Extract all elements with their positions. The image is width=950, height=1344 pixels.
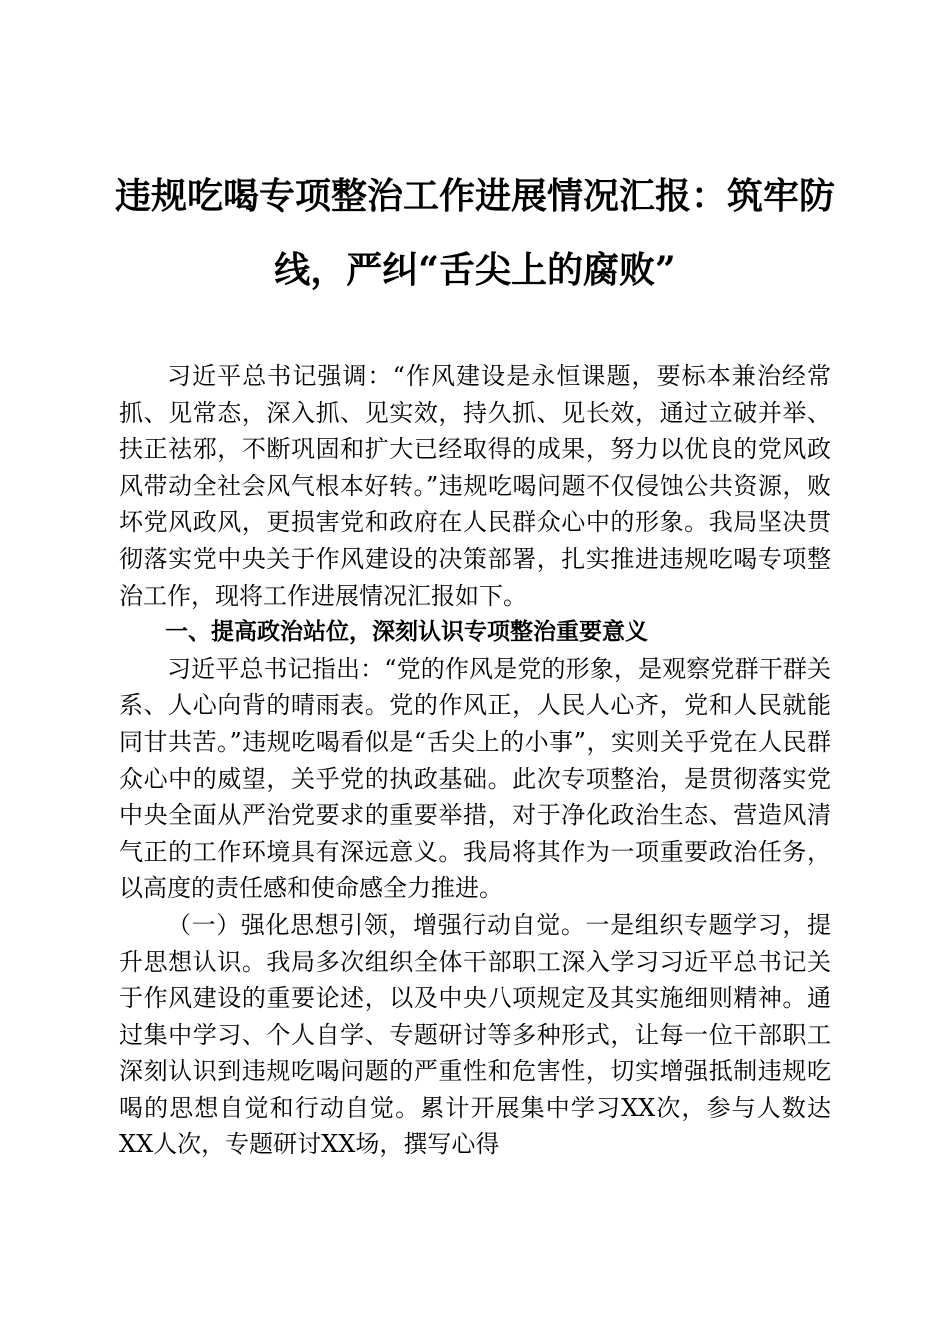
section-1-heading: 一、提高政治站位，深刻认识专项整治重要意义	[165, 619, 648, 646]
subsection-1-paragraph	[119, 907, 831, 1163]
section-1-paragraph: 习近平总书记指出：“党的作风是党的形象，是观察党群干群关系、人心向背的晴雨表。党的作风正，人民人心齐，党和人民就能同甘共苦。”违规吃喝看似是“舌尖上的小事”，实则关乎党在人民群众心中的威望，关乎党的执政基础。此次专项整治，是贯彻落实党中央全面从严治党要求的重要举措，对于净化政治生态、营造风清气正的工作环境具有深远意义。我局将其作为一项重要政治任务，以高度的责任感和使命感全力推进。	[119, 654, 831, 903]
subsection-1-lead: （一）强化思想引领，增强行动自觉。	[167, 910, 586, 939]
document-title-line-1: 违规吃喝专项整治工作进展情况汇报：筑牢防	[114, 175, 835, 217]
subsection-1-text: 一是组织专题学习，提升思想认识。我局多次组织全体干部职工深入学习习近平总书记关于作风建设的重要论述，以及中央八项规定及其实施细则精神。通过集中学习、个人自学、专题研讨等多种形式，让每一位干部职工深刻认识到违规吃喝问题的严重性和危害性，切实增强抵制违规吃喝的思想自觉和行动自觉。累计开展集中学习XX次，参与人数达XX人次，专题研讨XX场，撰写心得	[119, 910, 832, 1159]
document-body	[119, 358, 831, 1163]
intro-paragraph: 习近平总书记强调：“作风建设是永恒课题，要标本兼治经常抓、见常态，深入抓、见实效，持久抓、见长效，通过立破并举、扶正祛邪，不断巩固和扩大已经取得的成果，努力以优良的党风政风带动全社会风气根本好转。”违规吃喝问题不仅侵蚀公共资源，败坏党风政风，更损害党和政府在人民群众心中的形象。我局坚决贯彻落实党中央关于作风建设的决策部署，扎实推进违规吃喝专项整治工作，现将工作进展情况汇报如下。	[119, 362, 831, 610]
document-title-line-2: 线，严纠“舌尖上的腐败”	[274, 249, 676, 291]
